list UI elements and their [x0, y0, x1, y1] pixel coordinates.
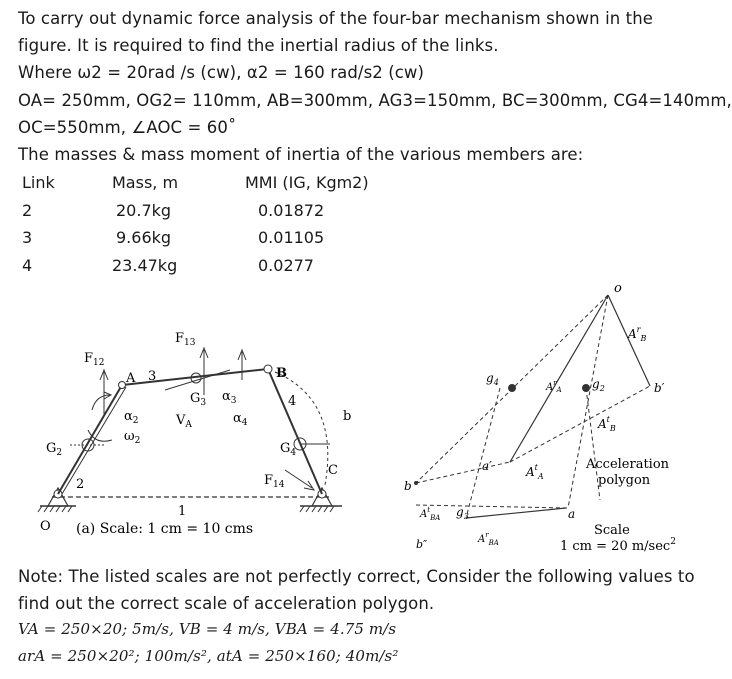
poly-label-b: b — [404, 479, 412, 493]
problem-line-1: To carry out dynamic force analysis of the four-bar mechanism shown in the — [18, 9, 654, 28]
poly-label-b-dprime: b″ — [416, 538, 428, 551]
table-cell-mass: 9.66kg — [116, 228, 172, 247]
table-cell-mass: 20.7kg — [116, 201, 172, 220]
label-3: 3 — [148, 369, 157, 384]
poly-title-2: polygon — [598, 473, 651, 488]
problem-line-5: OC=550mm, ∠AOC = 60˚ — [18, 118, 237, 137]
note-line-1: Note: The listed scales are not perfectly correct, Consider the following values to — [18, 567, 695, 586]
table-cell-mmi: 0.01872 — [258, 201, 325, 220]
problem-line-3: Where ω2 = 20rad /s (cw), α2 = 160 rad/s2 (cw) — [18, 63, 425, 82]
label-b-small: b — [343, 409, 352, 424]
table-cell-mmi: 0.0277 — [258, 256, 314, 275]
problem-line-6: The masses & mass moment of inertia of the various members are: — [18, 145, 584, 164]
note-equation-2: arA = 250×20²; 100m/s², atA = 250×160; 40m/s² — [18, 647, 399, 665]
label-f12: $F_{12}$ — [84, 351, 105, 368]
problem-line-4: OA= 250mm, OG2= 110mm, AB=300mm, AG3=150mm, BC=300mm, CG4=140mm, — [18, 91, 732, 110]
poly-scale-1: Scale — [594, 523, 630, 538]
poly-label-arba: $A^r_{BA}$ — [478, 531, 499, 547]
label-o: O — [40, 519, 51, 534]
label-g4: $G_4$ — [280, 441, 297, 458]
poly-label-atb: $A^t_B$ — [598, 415, 616, 433]
poly-label-g2: $g_2$ — [592, 377, 605, 393]
poly-title-1: Acceleration — [586, 457, 670, 472]
note-line-2: find out the correct scale of acceleration polygon. — [18, 594, 435, 613]
poly-label-arb: $A^r_B$ — [628, 325, 647, 343]
label-alpha2: $\alpha_2$ — [124, 409, 139, 426]
mechanism-figure — [0, 281, 729, 560]
mechanism-diagram — [38, 331, 351, 537]
table-cell-mass: 23.47kg — [112, 256, 178, 275]
poly-label-ara: $A^r_A$ — [546, 379, 562, 394]
table-cell-link: 2 — [22, 201, 33, 220]
label-2: 2 — [76, 477, 85, 492]
note-equation-1: VA = 250×20; 5m/s, VB = 4 m/s, VBA = 4.75 m/s — [18, 620, 397, 638]
mechanism-caption: (a) Scale: 1 cm = 10 cms — [76, 521, 254, 537]
table-cell-link: 4 — [22, 256, 33, 275]
poly-label-g4: $g_4$ — [486, 371, 499, 387]
label-alpha3: $\alpha_3$ — [222, 389, 237, 406]
poly-label-atba: $A^t_{BA}$ — [420, 506, 441, 522]
table-header-mass: Mass, m — [112, 173, 179, 192]
label-4: 4 — [288, 394, 297, 409]
label-g2: $G_2$ — [46, 441, 63, 458]
table-header-mmi: MMI (IG, Kgm2) — [245, 173, 369, 192]
poly-scale-2: 1 cm = 20 $m/\sec^2$ — [560, 537, 676, 554]
label-a: A — [126, 371, 136, 386]
label-b: B — [276, 366, 287, 381]
label-omega2: $\omega_2$ — [124, 429, 141, 446]
problem-line-2: figure. It is required to find the inertial radius of the links. — [18, 36, 499, 55]
table-cell-link: 3 — [22, 228, 33, 247]
poly-label-a: a — [568, 507, 576, 521]
poly-label-b-prime: b′ — [654, 381, 665, 395]
label-f13: $F_{13}$ — [175, 331, 196, 348]
poly-label-g3: $g_3$ — [456, 505, 469, 521]
poly-label-a-prime: a′ — [482, 459, 492, 473]
table-cell-mmi: 0.01105 — [258, 228, 325, 247]
poly-label-o: o — [614, 281, 622, 296]
label-c: C — [328, 463, 338, 478]
label-f14: $F_{14}$ — [264, 473, 285, 490]
table-header-link: Link — [22, 173, 55, 192]
acceleration-polygon — [404, 281, 676, 554]
label-alpha4: $\alpha_4$ — [233, 411, 248, 428]
label-g3: $G_3$ — [190, 391, 207, 408]
label-1: 1 — [178, 504, 187, 519]
poly-label-ata: $A^t_A$ — [526, 463, 544, 481]
label-va: $V_A$ — [176, 413, 192, 430]
